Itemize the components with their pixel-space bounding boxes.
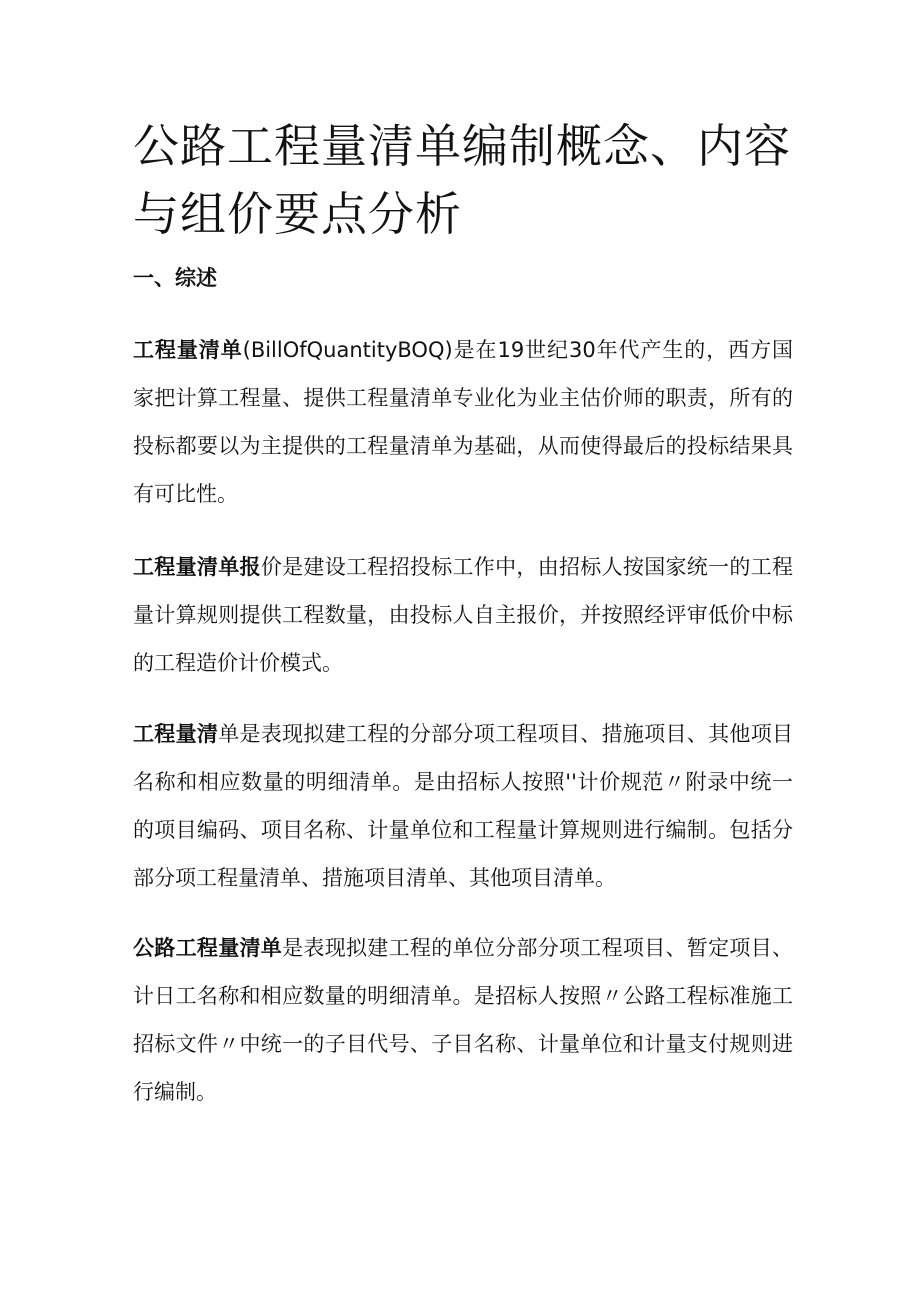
paragraph-boq-content [133, 710, 793, 902]
paragraph-lead-term: 工程量清单 [133, 338, 243, 362]
paragraph-highway-boq [133, 924, 793, 1116]
paragraph-body: 是表现拟建工程的单位分部分项工程项目、暂定项目、计日工名称和相应数量的明细清单。是招标人按照〃公路工程标准施工招标文件〃中统一的子目代号、子目名称、计量单位和计量支付规则进行编制。 [133, 936, 794, 1104]
paragraph-body: (BillOfQuantityBOQ)是在19世纪30年代产生的，西方国家把计算工程量、提供工程量清单专业化为业主估价师的职责，所有的投标都要以为主提供的工程量清单为基础，从而使得最后的投标结果具有可比性。 [133, 338, 793, 506]
page-title: 公路工程量清单编制概念、内容与组价要点分析 [133, 119, 791, 241]
paragraph-boq-definition [133, 326, 793, 518]
paragraph-lead-term: 工程量清 [133, 722, 219, 746]
paragraph-body: 单是表现拟建工程的分部分项工程项目、措施项目、其他项目名称和相应数量的明细清单。是由招标人按照''计价规范〃附录中统一的项目编码、项目名称、计量单位和工程量计算规则进行编制。包括分部分项工程量清单、措施项目清单、其他项目清单。 [133, 722, 794, 890]
paragraph-body: 价是建设工程招投标工作中，由招标人按国家统一的工程量计算规则提供工程数量，由投标人自主报价，并按照经评审低价中标的工程造价计价模式。 [133, 555, 794, 675]
paragraph-boq-pricing [133, 543, 793, 687]
paragraph-lead-term: 公路工程量清单 [133, 936, 283, 960]
paragraph-lead-term: 工程量清单报 [133, 555, 261, 579]
section-heading: 一、综述 [133, 266, 217, 290]
